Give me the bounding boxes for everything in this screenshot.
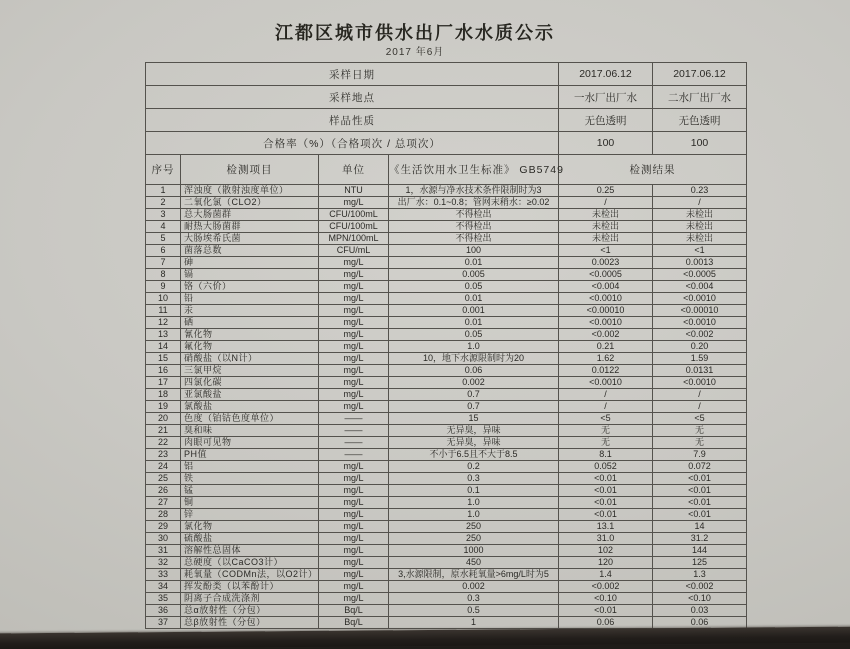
standard-limit: 0.01 [389,317,559,329]
sample-location-label: 采样地点 [146,86,559,109]
row-number: 10 [146,293,181,305]
unit: mg/L [319,521,389,533]
result-plant2: <0.002 [653,581,747,593]
table-row [146,293,747,305]
row-number: 24 [146,461,181,473]
result-plant1: <0.01 [559,473,653,485]
unit: NTU [319,185,389,197]
table-row [146,401,747,413]
results-table [145,154,747,629]
standard-limit: 不得检出 [389,233,559,245]
page-subtitle: 2017 年6月 [385,47,445,58]
result-plant1: <0.01 [559,605,653,617]
table-row [146,413,747,425]
item-name: 四氯化碳 [181,377,319,389]
table-row [146,365,747,377]
item-name: 氯酸盐 [181,401,319,413]
row-number: 6 [146,245,181,257]
table-row [146,233,747,245]
table-row [146,485,747,497]
result-plant1: 未检出 [559,233,653,245]
result-plant2: <0.01 [653,485,747,497]
sample-date-label: 采样日期 [146,63,559,86]
standard-limit: 无异臭，异味 [389,437,559,449]
unit: Bq/L [319,605,389,617]
unit: —— [319,449,389,461]
item-name: 肉眼可见物 [181,437,319,449]
item-name: 锰 [181,485,319,497]
result-plant1: <0.0005 [559,269,653,281]
standard-limit: 0.002 [389,581,559,593]
pass-rate-plant1: 100 [559,132,653,155]
table-row [146,245,747,257]
item-name: 铅 [181,293,319,305]
table-row [146,209,747,221]
standard-limit: 1，水源与净水技术条件限制时为3 [389,185,559,197]
row-number: 16 [146,365,181,377]
item-name: 耐热大肠菌群 [181,221,319,233]
standard-limit: 0.001 [389,305,559,317]
standard-limit: 100 [389,245,559,257]
table-row [146,317,747,329]
unit: mg/L [319,461,389,473]
unit: mg/L [319,593,389,605]
row-number: 8 [146,269,181,281]
result-plant1: 1.62 [559,353,653,365]
result-plant2: 无 [653,425,747,437]
result-plant2: / [653,401,747,413]
item-name: 浑浊度（散射浊度单位） [181,185,319,197]
standard-limit: 0.7 [389,401,559,413]
standard-limit: 0.1 [389,485,559,497]
result-plant1: 未检出 [559,209,653,221]
pass-rate-plant2: 100 [653,132,747,155]
result-plant2: 0.0131 [653,365,747,377]
sample-property-label: 样品性质 [146,109,559,132]
table-row [146,425,747,437]
row-number: 20 [146,413,181,425]
row-number: 12 [146,317,181,329]
standard-limit: 0.05 [389,281,559,293]
table-row [146,449,747,461]
result-plant2: 0.06 [653,617,747,629]
result-plant1: 8.1 [559,449,653,461]
result-plant1: <0.0010 [559,317,653,329]
results-table-body [146,185,747,629]
result-plant1: 0.06 [559,617,653,629]
sample-property-plant1: 无色透明 [559,109,653,132]
unit: mg/L [319,485,389,497]
item-name: 汞 [181,305,319,317]
result-plant2: 0.072 [653,461,747,473]
result-plant1: <0.0010 [559,293,653,305]
item-name: 阴离子合成洗涤剂 [181,593,319,605]
row-number: 33 [146,569,181,581]
result-plant2: 未检出 [653,221,747,233]
table-row [146,437,747,449]
unit: Bq/L [319,617,389,629]
unit: mg/L [319,257,389,269]
row-number: 27 [146,497,181,509]
row-number: 3 [146,209,181,221]
result-plant2: <0.002 [653,329,747,341]
unit: mg/L [319,473,389,485]
row-number: 18 [146,389,181,401]
unit: mg/L [319,281,389,293]
row-number: 7 [146,257,181,269]
result-plant1: 120 [559,557,653,569]
unit: mg/L [319,305,389,317]
row-number: 21 [146,425,181,437]
result-plant2: <1 [653,245,747,257]
unit: mg/L [319,533,389,545]
table-row [146,329,747,341]
result-plant1: <5 [559,413,653,425]
table-row [146,341,747,353]
item-name: 菌落总数 [181,245,319,257]
unit: mg/L [319,377,389,389]
result-plant1: 31.0 [559,533,653,545]
table-row [146,305,747,317]
unit: —— [319,437,389,449]
sample-info-table [145,62,747,155]
result-plant2: <0.01 [653,473,747,485]
result-plant2: <0.10 [653,593,747,605]
standard-limit: 10，地下水源限制时为20 [389,353,559,365]
unit: mg/L [319,329,389,341]
result-plant1: 无 [559,425,653,437]
sample-row-location [146,86,747,109]
sample-location-plant2: 二水厂出厂水 [653,86,747,109]
table-row [146,569,747,581]
result-plant2: 7.9 [653,449,747,461]
result-plant2: 0.20 [653,341,747,353]
result-plant1: / [559,389,653,401]
unit: mg/L [319,401,389,413]
result-plant2: <0.00010 [653,305,747,317]
table-row [146,581,747,593]
item-name: 硫酸盐 [181,533,319,545]
sample-row-date [146,63,747,86]
table-row [146,593,747,605]
standard-limit: 0.002 [389,377,559,389]
row-number: 25 [146,473,181,485]
col-header-no: 序号 [146,155,181,185]
item-name: 铬（六价） [181,281,319,293]
unit: —— [319,413,389,425]
unit: mg/L [319,365,389,377]
sample-property-plant2: 无色透明 [653,109,747,132]
unit: mg/L [319,389,389,401]
result-plant1: 1.4 [559,569,653,581]
table-row [146,617,747,629]
standard-limit: 0.01 [389,293,559,305]
col-header-unit: 单位 [319,155,389,185]
item-name: 砷 [181,257,319,269]
table-row [146,509,747,521]
result-plant2: / [653,197,747,209]
sample-date-plant1: 2017.06.12 [559,63,653,86]
result-plant2: 0.0013 [653,257,747,269]
result-plant2: <0.004 [653,281,747,293]
item-name: 耗氧量（CODMn法，以O2计） [181,569,319,581]
result-plant2: 125 [653,557,747,569]
table-row [146,197,747,209]
standard-limit: 1.0 [389,497,559,509]
item-name: 二氧化氯（CLO2） [181,197,319,209]
result-plant1: 无 [559,437,653,449]
result-plant1: <0.01 [559,485,653,497]
row-number: 11 [146,305,181,317]
row-number: 13 [146,329,181,341]
result-plant2: 未检出 [653,233,747,245]
result-plant1: <0.002 [559,329,653,341]
table-row [146,281,747,293]
result-plant1: 0.21 [559,341,653,353]
row-number: 9 [146,281,181,293]
result-plant1: 0.0122 [559,365,653,377]
result-plant2: 无 [653,437,747,449]
result-plant2: 1.3 [653,569,747,581]
standard-limit: 0.005 [389,269,559,281]
result-plant1: 未检出 [559,221,653,233]
result-plant2: <0.01 [653,497,747,509]
item-name: 臭和味 [181,425,319,437]
unit: mg/L [319,293,389,305]
standard-limit: 0.01 [389,257,559,269]
standard-limit: 无异臭，异味 [389,425,559,437]
result-plant2: 31.2 [653,533,747,545]
standard-limit: 0.3 [389,473,559,485]
row-number: 32 [146,557,181,569]
table-row [146,377,747,389]
table-row [146,461,747,473]
result-plant1: 102 [559,545,653,557]
item-name: 氟化物 [181,341,319,353]
item-name: 亚氯酸盐 [181,389,319,401]
unit: mg/L [319,353,389,365]
result-plant2: <5 [653,413,747,425]
item-name: 硒 [181,317,319,329]
result-plant2: <0.0005 [653,269,747,281]
standard-limit: 1000 [389,545,559,557]
item-name: 铜 [181,497,319,509]
result-plant1: 0.0023 [559,257,653,269]
unit: CFU/100mL [319,209,389,221]
standard-limit: 0.5 [389,605,559,617]
result-plant2: 0.23 [653,185,747,197]
table-row [146,533,747,545]
standard-limit: 不得检出 [389,209,559,221]
item-name: 挥发酚类（以苯酚计） [181,581,319,593]
table-row [146,221,747,233]
table-row [146,257,747,269]
result-plant2: 0.03 [653,605,747,617]
item-name: 溶解性总固体 [181,545,319,557]
row-number: 29 [146,521,181,533]
unit: mg/L [319,581,389,593]
unit: mg/L [319,557,389,569]
col-header-standard: 《生活饮用水卫生标准》 GB5749 [389,155,559,185]
table-row [146,521,747,533]
standard-limit: 不得检出 [389,221,559,233]
table-row [146,605,747,617]
col-header-item: 检测项目 [181,155,319,185]
item-name: PH值 [181,449,319,461]
page-title: 江都区城市供水出厂水水质公示 [275,23,555,43]
standard-limit: 3,水源限制，原水耗氧量>6mg/L时为5 [389,569,559,581]
standard-limit: 0.3 [389,593,559,605]
row-number: 19 [146,401,181,413]
row-number: 26 [146,485,181,497]
unit: MPN/100mL [319,233,389,245]
unit: mg/L [319,269,389,281]
pass-rate-label: 合格率（%）（合格项次 / 总项次） [146,132,559,155]
standard-limit: 0.05 [389,329,559,341]
table-row [146,185,747,197]
col-header-result: 检测结果 [559,155,747,185]
standard-limit: 出厂水：0.1~0.8；管网末稍水：≥0.02 [389,197,559,209]
standard-limit: 0.06 [389,365,559,377]
unit: mg/L [319,317,389,329]
unit: mg/L [319,341,389,353]
item-name: 氯化物 [181,521,319,533]
result-plant1: <1 [559,245,653,257]
result-plant2: / [653,389,747,401]
result-plant1: 0.25 [559,185,653,197]
item-name: 总硬度（以CaCO3计） [181,557,319,569]
row-number: 4 [146,221,181,233]
result-plant1: / [559,401,653,413]
row-number: 37 [146,617,181,629]
result-plant1: <0.002 [559,581,653,593]
result-plant1: <0.10 [559,593,653,605]
item-name: 总大肠菌群 [181,209,319,221]
result-plant1: <0.00010 [559,305,653,317]
result-plant1: 13.1 [559,521,653,533]
sample-date-plant2: 2017.06.12 [653,63,747,86]
standard-limit: 250 [389,533,559,545]
standard-limit: 不小于6.5且不大于8.5 [389,449,559,461]
item-name: 氰化物 [181,329,319,341]
row-number: 14 [146,341,181,353]
result-plant1: <0.004 [559,281,653,293]
item-name: 铝 [181,461,319,473]
unit: —— [319,425,389,437]
unit: mg/L [319,497,389,509]
row-number: 36 [146,605,181,617]
row-number: 23 [146,449,181,461]
item-name: 大肠埃希氏菌 [181,233,319,245]
row-number: 34 [146,581,181,593]
item-name: 总β放射性（分包） [181,617,319,629]
table-row [146,269,747,281]
item-name: 色度（铂钴色度单位） [181,413,319,425]
table-row [146,389,747,401]
unit: CFU/100mL [319,221,389,233]
item-name: 锌 [181,509,319,521]
standard-limit: 15 [389,413,559,425]
row-number: 2 [146,197,181,209]
sample-location-plant1: 一水厂出厂水 [559,86,653,109]
standard-limit: 0.2 [389,461,559,473]
table-row [146,353,747,365]
row-number: 31 [146,545,181,557]
result-plant2: <0.0010 [653,293,747,305]
sample-row-pass-rate [146,132,747,155]
unit: CFU/mL [319,245,389,257]
result-plant2: <0.0010 [653,317,747,329]
item-name: 三氯甲烷 [181,365,319,377]
row-number: 28 [146,509,181,521]
standard-limit: 1 [389,617,559,629]
table-row [146,497,747,509]
unit: mg/L [319,509,389,521]
result-plant2: <0.0010 [653,377,747,389]
row-number: 5 [146,233,181,245]
item-name: 硝酸盐（以N计） [181,353,319,365]
unit: mg/L [319,569,389,581]
result-plant1: <0.01 [559,497,653,509]
result-plant2: 1.59 [653,353,747,365]
result-plant2: 未检出 [653,209,747,221]
row-number: 17 [146,377,181,389]
standard-limit: 1.0 [389,341,559,353]
item-name: 镉 [181,269,319,281]
result-plant2: <0.01 [653,509,747,521]
standard-limit: 450 [389,557,559,569]
item-name: 总α放射性（分包） [181,605,319,617]
standard-limit: 1.0 [389,509,559,521]
results-header-row [146,155,747,185]
row-number: 1 [146,185,181,197]
result-plant1: 0.052 [559,461,653,473]
sample-row-property [146,109,747,132]
result-plant1: <0.0010 [559,377,653,389]
row-number: 30 [146,533,181,545]
table-row [146,557,747,569]
standard-limit: 0.7 [389,389,559,401]
result-plant2: 14 [653,521,747,533]
result-plant1: / [559,197,653,209]
table-row [146,545,747,557]
result-plant2: 144 [653,545,747,557]
result-plant1: <0.01 [559,509,653,521]
row-number: 22 [146,437,181,449]
unit: mg/L [319,197,389,209]
item-name: 铁 [181,473,319,485]
row-number: 15 [146,353,181,365]
standard-limit: 250 [389,521,559,533]
table-row [146,473,747,485]
row-number: 35 [146,593,181,605]
unit: mg/L [319,545,389,557]
